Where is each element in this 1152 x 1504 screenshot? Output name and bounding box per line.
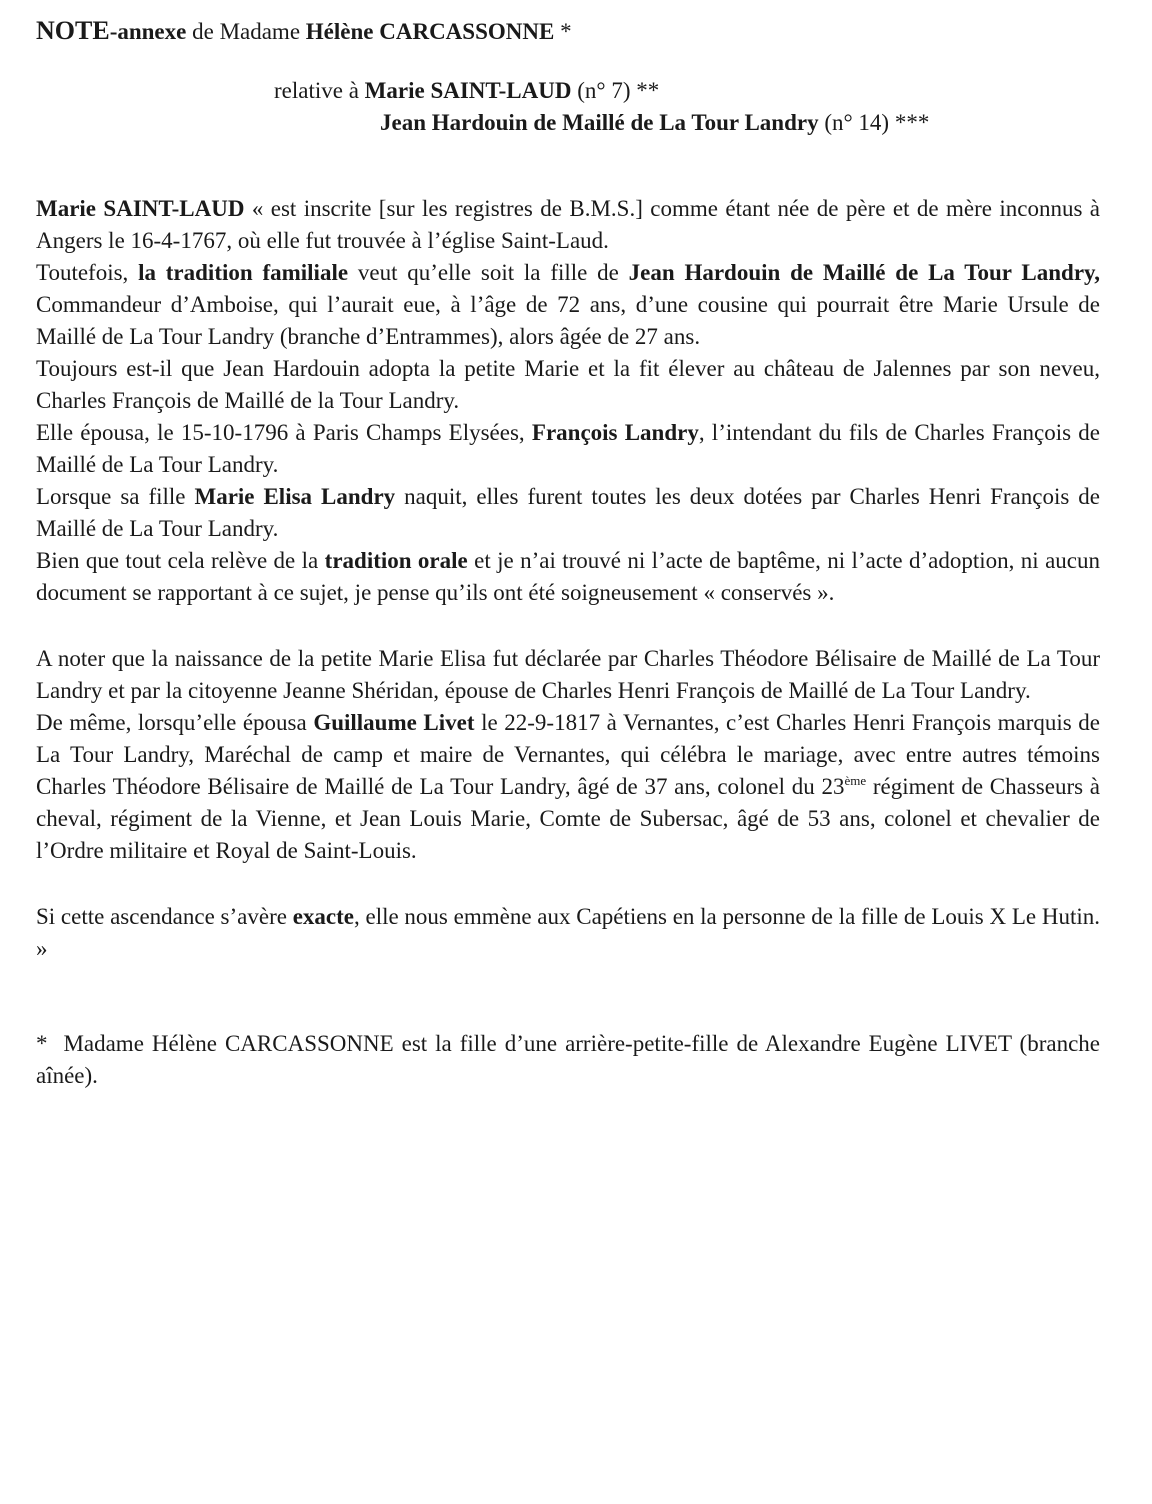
- paragraph-gap: [36, 609, 1100, 643]
- p2-c: veut qu’elle soit la fille de: [348, 260, 629, 285]
- de-madame-text: de Madame: [186, 19, 306, 44]
- paragraph-4: [36, 417, 1100, 481]
- paragraph-5: [36, 481, 1100, 545]
- paragraph-2: [36, 257, 1100, 353]
- p4-c: , l’intendant du fils de Charles François de Maillé de La Tour Landry.: [36, 420, 1100, 477]
- p2-a: Toutefois,: [36, 260, 139, 285]
- footnote: * Madame Hélène CARCASSONNE est la fille d’une arrière-petite-fille de Alexandre Eugène LIVET (branche aînée).: [36, 1031, 1106, 1088]
- paragraph-1: [36, 193, 1100, 257]
- relative-name-1: Marie SAINT-LAUD: [364, 78, 572, 103]
- bold-jean-hardouin: Jean Hardouin de Maillé de La Tour Landry,: [628, 260, 1101, 285]
- author-mark: *: [554, 19, 572, 44]
- p9-a: Si cette ascendance s’avère: [36, 904, 293, 929]
- p9-c: , elle nous emmène aux Capétiens en la personne de la fille de Louis X Le Hutin. »: [36, 904, 1100, 961]
- bold-tradition-familiale: la tradition familiale: [138, 260, 349, 285]
- paragraph-7: A noter que la naissance de la petite Marie Elisa fut déclarée par Charles Théodore Bélisaire de Maillé de La Tour Landry et par la citoyenne Jeanne Shéridan, épouse de Charles Henri François de Maillé de La Tour Landry.: [36, 646, 1100, 703]
- bold-marie-elisa-landry: Marie Elisa Landry: [194, 484, 396, 509]
- bold-francois-landry: François Landry: [531, 420, 699, 445]
- paragraph-6: [36, 545, 1100, 609]
- superscript-eme: ème: [844, 773, 867, 788]
- p4-a: Elle épousa, le 15-10-1796 à Paris Champs Elysées,: [36, 420, 532, 445]
- relative-prefix: relative à: [274, 78, 365, 103]
- note-title: [36, 16, 572, 46]
- p6-a: Bien que tout cela relève de la: [36, 548, 325, 573]
- paragraph-3: Toujours est-il que Jean Hardouin adopta la petite Marie et la fit élever au château de Jalennes par son neveu, Charles François de Maillé de la Tour Landry.: [36, 356, 1100, 413]
- paragraph-gap: [36, 867, 1100, 901]
- annexe-word: -annexe: [109, 19, 187, 44]
- relative-line-1: [274, 78, 659, 104]
- relative-num-1: (n° 7) **: [571, 78, 660, 103]
- bold-tradition-orale: tradition orale: [324, 548, 468, 573]
- bold-guillaume-livet: Guillaume Livet: [313, 710, 475, 735]
- relative-num-2: (n° 14) ***: [818, 110, 930, 135]
- paragraph-8: [36, 707, 1100, 867]
- footnote-gap: [36, 965, 1100, 1028]
- p2-e: Commandeur d’Amboise, qui l’aurait eue, à l’âge de 72 ans, d’une cousine qui pourrait être Marie Ursule de Maillé de La Tour Landry (branche d’Entrammes), alors âgée de 27 ans.: [36, 292, 1100, 349]
- p5-c: naquit, elles furent toutes les deux dotées par Charles Henri François de Maillé de La Tour Landry.: [36, 484, 1100, 541]
- bold-marie-saint-laud: Marie SAINT-LAUD: [36, 196, 245, 221]
- relative-line-2: [380, 110, 929, 136]
- paragraph-1-text: « est inscrite [sur les registres de B.M.S.] comme étant née de père et de mère inconnus à Angers le 16-4-1767, où elle fut trouvée à l’église Saint-Laud.: [36, 196, 1101, 253]
- paragraph-9: [36, 901, 1100, 965]
- note-word: NOTE: [36, 16, 110, 45]
- bold-exacte: exacte: [292, 904, 354, 929]
- author-name: Hélène CARCASSONNE: [305, 19, 555, 44]
- document-body: [36, 193, 1106, 1092]
- p6-c: et je n’ai trouvé ni l’acte de baptême, ni l’acte d’adoption, ni aucun document se rapportant à ce sujet, je pense qu’ils ont été soigneusement « conservés ».: [36, 548, 1100, 605]
- p8-a: De même, lorsqu’elle épousa: [36, 710, 314, 735]
- relative-name-2: Jean Hardouin de Maillé de La Tour Landry: [380, 110, 819, 135]
- p8-d: régiment de Chasseurs à cheval, régiment de la Vienne, et Jean Louis Marie, Comte de Subersac, âgé de 53 ans, colonel et chevalier de l’Ordre militaire et Royal de Saint-Louis.: [36, 774, 1100, 863]
- p5-a: Lorsque sa fille: [36, 484, 195, 509]
- p8-c: le 22-9-1817 à Vernantes, c’est Charles Henri François marquis de La Tour Landry, Maréchal de camp et maire de Vernantes, qui célébra le mariage, avec entre autres témoins Charles Théodore Bélisaire de Maillé de La Tour Landry, âgé de 37 ans, colonel du 23: [36, 710, 1100, 799]
